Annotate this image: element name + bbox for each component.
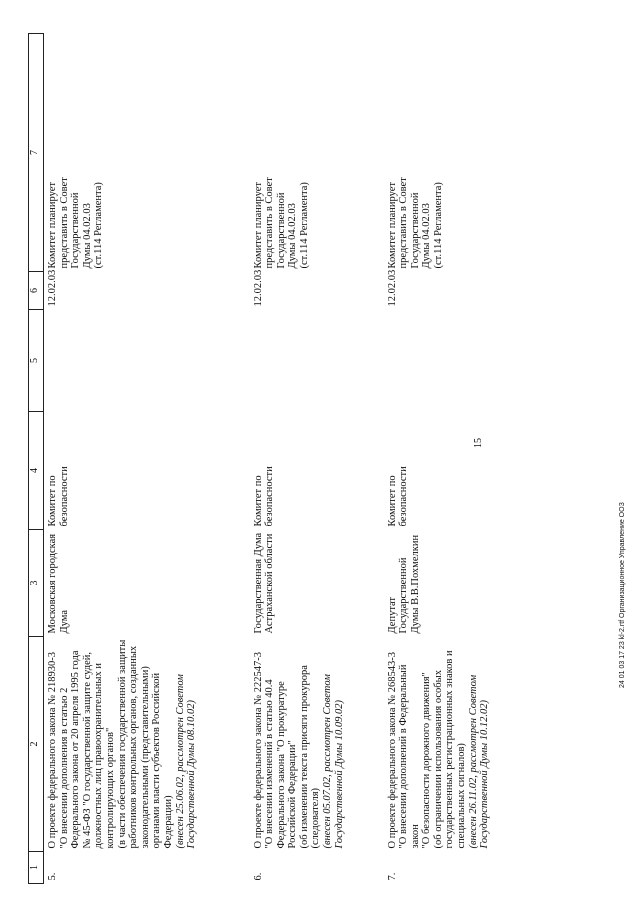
status-line: представить в Совет [398,177,410,269]
project-note: (внесен 25.06.02, рассмотрен Советом [174,674,186,849]
project-line: № 45-ФЗ "О государственной защите судей, [81,651,93,849]
status-line: Государственной [275,192,287,269]
status-line: Государственной [409,192,421,269]
status-cell [44,34,250,272]
project-line: государственных регистрационных знаков и [444,650,456,849]
date-cell: 12.02.03 [386,269,398,307]
project-note: (внесен 26.11.02, рассмотрен Советом [467,674,479,849]
status-line: Думы 04.02.03 [421,203,433,269]
status-line: Думы 04.02.03 [81,203,93,269]
project-note: Государственной Думы 08.10.02) [186,700,198,849]
project-line: Федерального закона от 20 апреля 1995 года [70,650,82,849]
project-line: работников контрольных органов, созданных [128,645,140,849]
column-header: 5 [29,310,44,412]
project-line: "О внесении изменений в статью 40.4 [264,679,276,849]
project-line: О проекте федерального закона № 268543-3 [386,651,398,849]
project-line: органами власти субъектов Российской [151,672,163,849]
project-line: О проекте федерального закона № 218930-3 [47,651,58,849]
empty-cell [250,310,384,412]
project-line: Федерального закона "О прокуратуре [275,681,287,849]
initiator: Государственная Дума Астраханской области [252,532,276,634]
initiator: Депутат Государственной Думы В.В.Похмелкин [386,534,421,634]
project-line: О проекте федерального закона № 222547-3 [252,651,264,849]
table-row [250,34,384,884]
row-number: 7. [386,872,398,881]
status-line: Думы 04.02.03 [287,203,299,269]
column-header: 4 [29,412,44,530]
project-note: Государственной Думы 10.12.02) [479,700,491,849]
empty-cell [44,310,250,412]
committee: Комитет по безопасности [252,466,276,527]
project-line: (об изменении текста присяги прокурора [298,665,310,849]
column-header: 7 [29,34,44,272]
project-line: контролирующих органов" [104,727,116,849]
committee: Комитет по безопасности [386,466,410,527]
project-note: (внесен 05.07.02, рассмотрен Советом [322,674,334,849]
project-line: Российской Федерации" [287,740,299,849]
header-row [29,34,44,884]
column-header: 3 [29,530,44,637]
footer-text: 24 01 03 17 23 kl-2.rtf Организационное Управление ООЗ [619,502,626,688]
project-line: должностных лиц правоохранительных и [93,663,105,849]
rotated-table-container [28,34,636,884]
project-line: "О безопасности дорожного движения" [421,672,433,849]
project-line: "О внесении дополнений в Федеральный закон [398,664,421,849]
date-cell: 12.02.03 [252,269,264,307]
status-cell [250,34,384,272]
status-line: (ст.114 Регламента) [432,182,444,269]
status-line: Государственной [70,192,82,269]
project-line: (об ограничении использования особых [432,670,444,849]
status-line: представить в Совет [58,177,70,269]
project-line: (следователя) [310,787,322,849]
column-header: 2 [29,637,44,852]
project-line: законодательными (представительными) [139,666,151,849]
project-description [44,637,250,852]
project-line: "О внесении дополнения в статью 2 [58,687,70,849]
project-line: (в части обеспечения государственной защиты [116,639,128,849]
empty-cell [384,310,524,412]
project-line: специальных сигналов) [456,743,468,849]
agenda-table [28,33,524,884]
status-line: Комитет планирует [47,182,58,269]
page-number: 15 [473,438,484,448]
column-header: 1 [29,852,44,884]
table-row [384,34,524,884]
date-cell: 12.02.03 [47,269,58,307]
status-line: Комитет планирует [386,182,398,269]
row-number: 5. [47,872,58,881]
status-line: Комитет планирует [252,182,264,269]
status-line: (ст.114 Регламента) [93,182,105,269]
project-note: Государственной Думы 10.09.02) [333,700,345,849]
column-header: 6 [29,272,44,310]
initiator: Московская городская Дума [47,533,70,634]
table-row [44,34,250,884]
row-number: 6. [252,872,264,881]
committee: Комитет по безопасности [47,466,70,527]
status-line: (ст.114 Регламента) [298,182,310,269]
project-description [384,637,524,852]
status-line: представить в Совет [264,177,276,269]
project-description [250,637,384,852]
status-cell [384,34,524,272]
project-line: Федерации) [162,795,174,849]
